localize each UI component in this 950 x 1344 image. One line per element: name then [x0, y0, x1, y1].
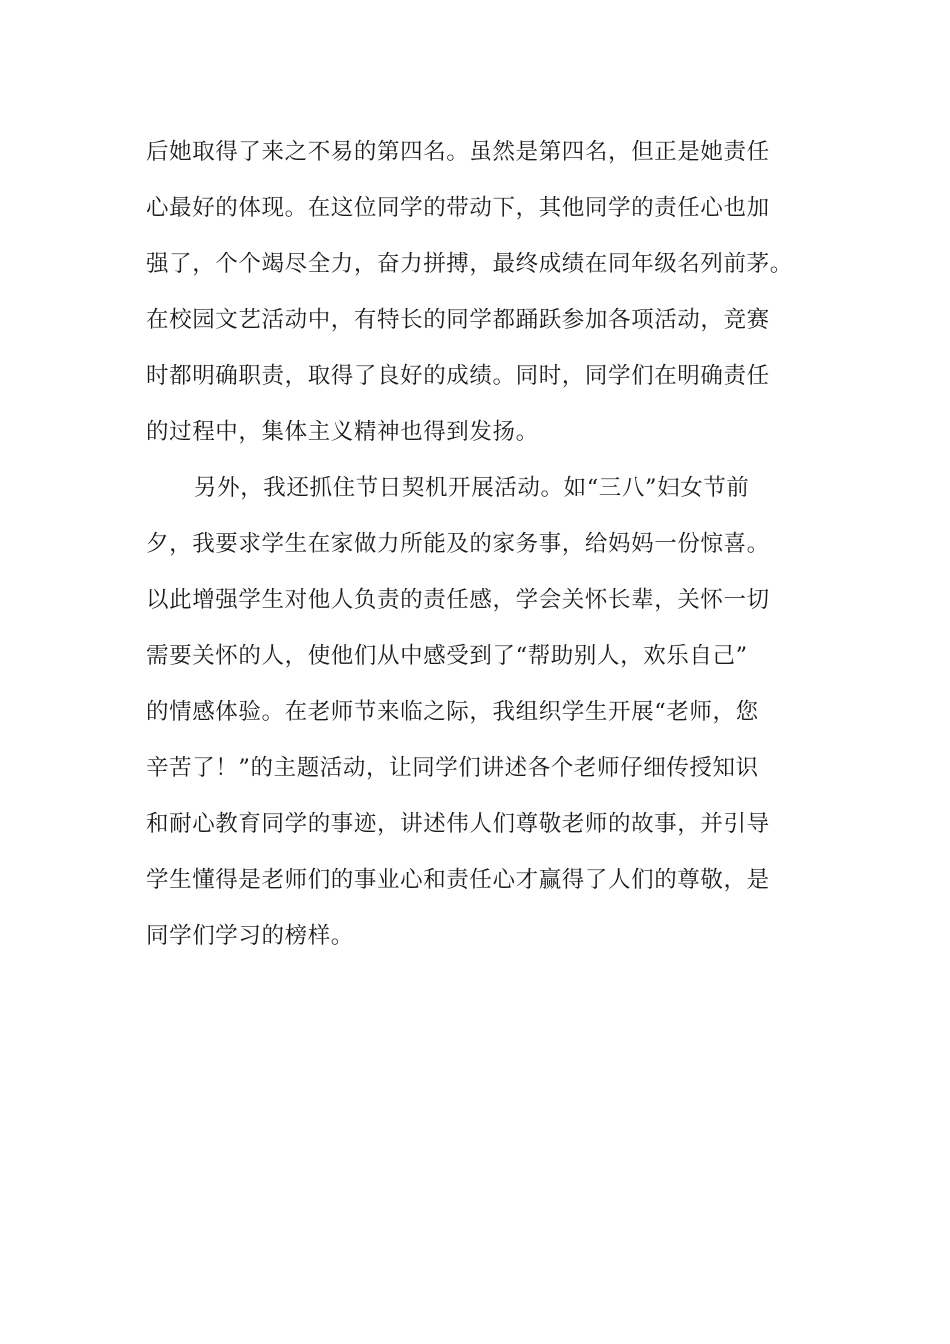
paragraph-1-line-1: 后她取得了来之不易的第四名。虽然是第四名，但正是她责任 [146, 139, 770, 165]
paragraph-2-line-2: 夕，我要求学生在家做力所能及的家务事，给妈妈一份惊喜。 [146, 531, 770, 557]
paragraph-2-line-9: 同学们学习的榜样。 [146, 923, 354, 949]
paragraph-2-line-1: 另外，我还抓住节日契机开展活动。如“三八”妇女节前 [194, 475, 750, 501]
paragraph-2-line-7: 和耐心教育同学的事迹，讲述伟人们尊敬老师的故事，并引导 [146, 811, 770, 837]
paragraph-1-line-4: 在校园文艺活动中，有特长的同学都踊跃参加各项活动，竞赛 [146, 307, 770, 333]
paragraph-1-line-5: 时都明确职责，取得了良好的成绩。同时，同学们在明确责任 [146, 363, 770, 389]
paragraph-2 [146, 460, 826, 964]
paragraph-1-line-3: 强了，个个竭尽全力，奋力拼搏，最终成绩在同年级名列前茅。 [146, 251, 793, 277]
paragraph-2-line-8: 学生懂得是老师们的事业心和责任心才赢得了人们的尊敬，是 [146, 867, 770, 893]
paragraph-1 [146, 124, 826, 460]
paragraph-2-line-6: 辛苦了！”的主题活动，让同学们讲述各个老师仔细传授知识 [146, 755, 759, 781]
document-body [146, 124, 826, 964]
paragraph-2-line-3: 以此增强学生对他人负责的责任感，学会关怀长辈，关怀一切 [146, 587, 770, 613]
paragraph-1-line-6: 的过程中，集体主义精神也得到发扬。 [146, 419, 539, 445]
paragraph-2-line-4: 需要关怀的人，使他们从中感受到了“帮助别人，欢乐自己” [146, 643, 748, 669]
paragraph-2-line-5: 的情感体验。在老师节来临之际，我组织学生开展“老师，您 [146, 699, 759, 725]
paragraph-1-line-2: 心最好的体现。在这位同学的带动下，其他同学的责任心也加 [146, 195, 770, 221]
